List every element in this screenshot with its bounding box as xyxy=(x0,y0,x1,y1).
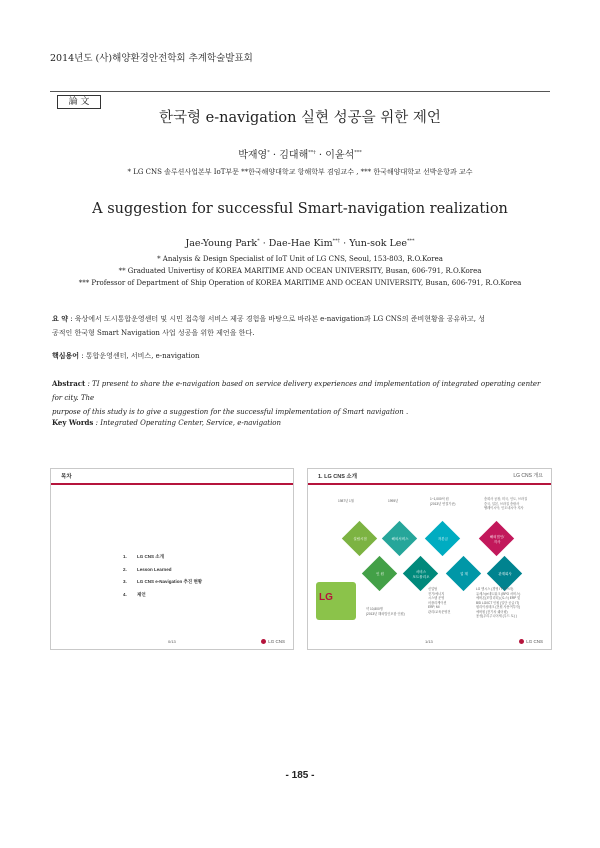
korean-abstract: 요 약 : 육상에서 도시통합운영센터 및 시민 접촉형 서비스 제공 경험을 바탕으로 바라본 e-navigation과 LG CNS의 준비현황을 공유하고, 성 공적인 한국형 Smart Navigation 사업 성공을 위한 제언을 한다. xyxy=(52,314,486,337)
english-title: A suggestion for successful Smart-navigation realization xyxy=(92,201,508,217)
korean-affiliation: * LG CNS 솔루션사업본부 IoT부문 **한국해양대학교 항해학부 겸임교수 , *** 한국해양대학교 선박운항과 교수 xyxy=(127,168,473,176)
english-authors: Jae-Young Park* · Dae-Hae Kim**† · Yun-sok Lee*** xyxy=(185,238,415,250)
lg-cns-sign-image: LG xyxy=(316,582,356,620)
diamond-label: 업 계 xyxy=(460,572,468,576)
diamond-label: 인 원 xyxy=(376,572,384,576)
toc-item: 4. 제언 xyxy=(123,592,146,597)
toc-item: 2. Lesson Learned xyxy=(123,567,172,572)
diamond-label: 해외법인/ 지사 xyxy=(489,535,505,544)
lg-logo-icon xyxy=(261,639,266,644)
korean-title: 한국형 e-navigation 실현 성공을 위한 제언 xyxy=(159,110,441,126)
author-2: 김대해 xyxy=(279,150,309,161)
abstract-en-label: Abstract xyxy=(52,379,86,388)
slide-right-title: 1. LG CNS 소개 xyxy=(318,474,358,480)
korean-keywords: 핵심용어 : 통합운영센터, 서비스, e-navigation xyxy=(52,351,200,360)
slide-lg-cns-overview xyxy=(307,468,552,650)
author-1: 박재영 xyxy=(238,150,268,161)
slide-left-title: 목차 xyxy=(61,474,72,480)
diamond-label: 서비스 포트폴리오 xyxy=(412,570,430,579)
conference-name: 2014년도 (사)해양환경안전학회 추계학술발표회 xyxy=(50,53,253,64)
korean-authors: 박재영* · 김대해**† · 이윤석*** xyxy=(238,149,362,161)
page-number: - 185 - xyxy=(285,770,315,781)
author-3: 이윤석 xyxy=(325,150,355,161)
toc-list xyxy=(123,554,202,605)
toc-item: 3. LG CNS e-Navigation 추진 현황 xyxy=(123,579,203,584)
english-keywords: Key Words : Integrated Operating Center, Service, e-navigation xyxy=(52,418,282,427)
keywords-en-label: Key Words xyxy=(52,418,94,427)
top-rule xyxy=(50,91,550,92)
diamond-label: 관계회사 xyxy=(498,572,512,576)
author-2-en: Dae-Hae Kim xyxy=(268,238,333,250)
note-item: LG 엔시스 (경영 IT 인프라) 유세스(e네트워크 (BPO 서비스) 에버온(모빌리티) (로스) ERP 및 BSI LG/ICT 인원 (일단 공급 IT) 원리이싱테크 (전원 사용여부자) 에버원 (전기차 쉐어링) 옹성(우리주니어세 (우드 토) ) xyxy=(476,587,521,618)
note-item: 신업팀 전기/에너지 시스템 운영 어플리케이션 ERP, MI 관리/교육운영전 xyxy=(428,587,451,614)
abstract-ko-label: 요 약 xyxy=(52,314,68,323)
keywords-ko-label: 핵심용어 xyxy=(52,351,80,360)
english-affiliation-2: ** Graduated Univertisy of KOREA MARITIME AND OCEAN UNIVERSITY, Busan, 606-791, R.O.Korea xyxy=(118,267,482,275)
english-affiliation-1: * Analysis & Design Specialist of IoT Unit of LG CNS, Seoul, 153-803, R.O.Korea xyxy=(157,255,443,263)
diamond-label: 해외서비스 xyxy=(391,537,409,541)
lg-logo-icon xyxy=(519,639,524,644)
slide-right-page: 1/13 xyxy=(425,639,433,644)
english-affiliation-3: *** Professor of Department of Ship Operation of KOREA MARITIME AND OCEAN UNIVERSITY, Busan, 606-791, R.O.Korea xyxy=(78,279,522,287)
lg-cns-logo: LG CNS xyxy=(261,639,285,644)
diamond-label: 설립시점 xyxy=(353,537,367,541)
slide-left-page: 0/13 xyxy=(168,639,176,644)
slide-right-label: LG CNS 개요 xyxy=(513,473,543,479)
timeline-item: 1~1,000억 원 (2013년 연결기준) xyxy=(430,497,456,506)
note-item: 약 10,800명 (2013년 해외법인포함 인원) xyxy=(366,607,405,616)
lg-cns-logo: LG CNS xyxy=(519,639,543,644)
timeline-item: 총회사 공장, 미국, 인도, 브라질 중국, 일본, 브라질 총괄사 헬레이시아, 인도네시아 지사 xyxy=(484,497,528,510)
author-1-en: Jae-Young Park xyxy=(185,238,258,250)
author-3-en: Yun-sok Lee xyxy=(349,238,408,250)
paper-type-badge: 論 文 xyxy=(57,95,101,109)
timeline-item: 1995년 xyxy=(388,499,399,503)
timeline-item: 1987년 1월 xyxy=(338,499,354,503)
slide-table-of-contents xyxy=(50,468,294,650)
english-abstract: Abstract : TI present to share the e-navigation based on service delivery experiences and implementation of integrated operating center for city. The purpose of this study is to give a suggestion for the successful implementation of Smart navigation . xyxy=(52,379,541,416)
diamond-label: 자본금 xyxy=(437,537,449,541)
toc-item: 1. LG CNS 소개 xyxy=(123,554,164,559)
